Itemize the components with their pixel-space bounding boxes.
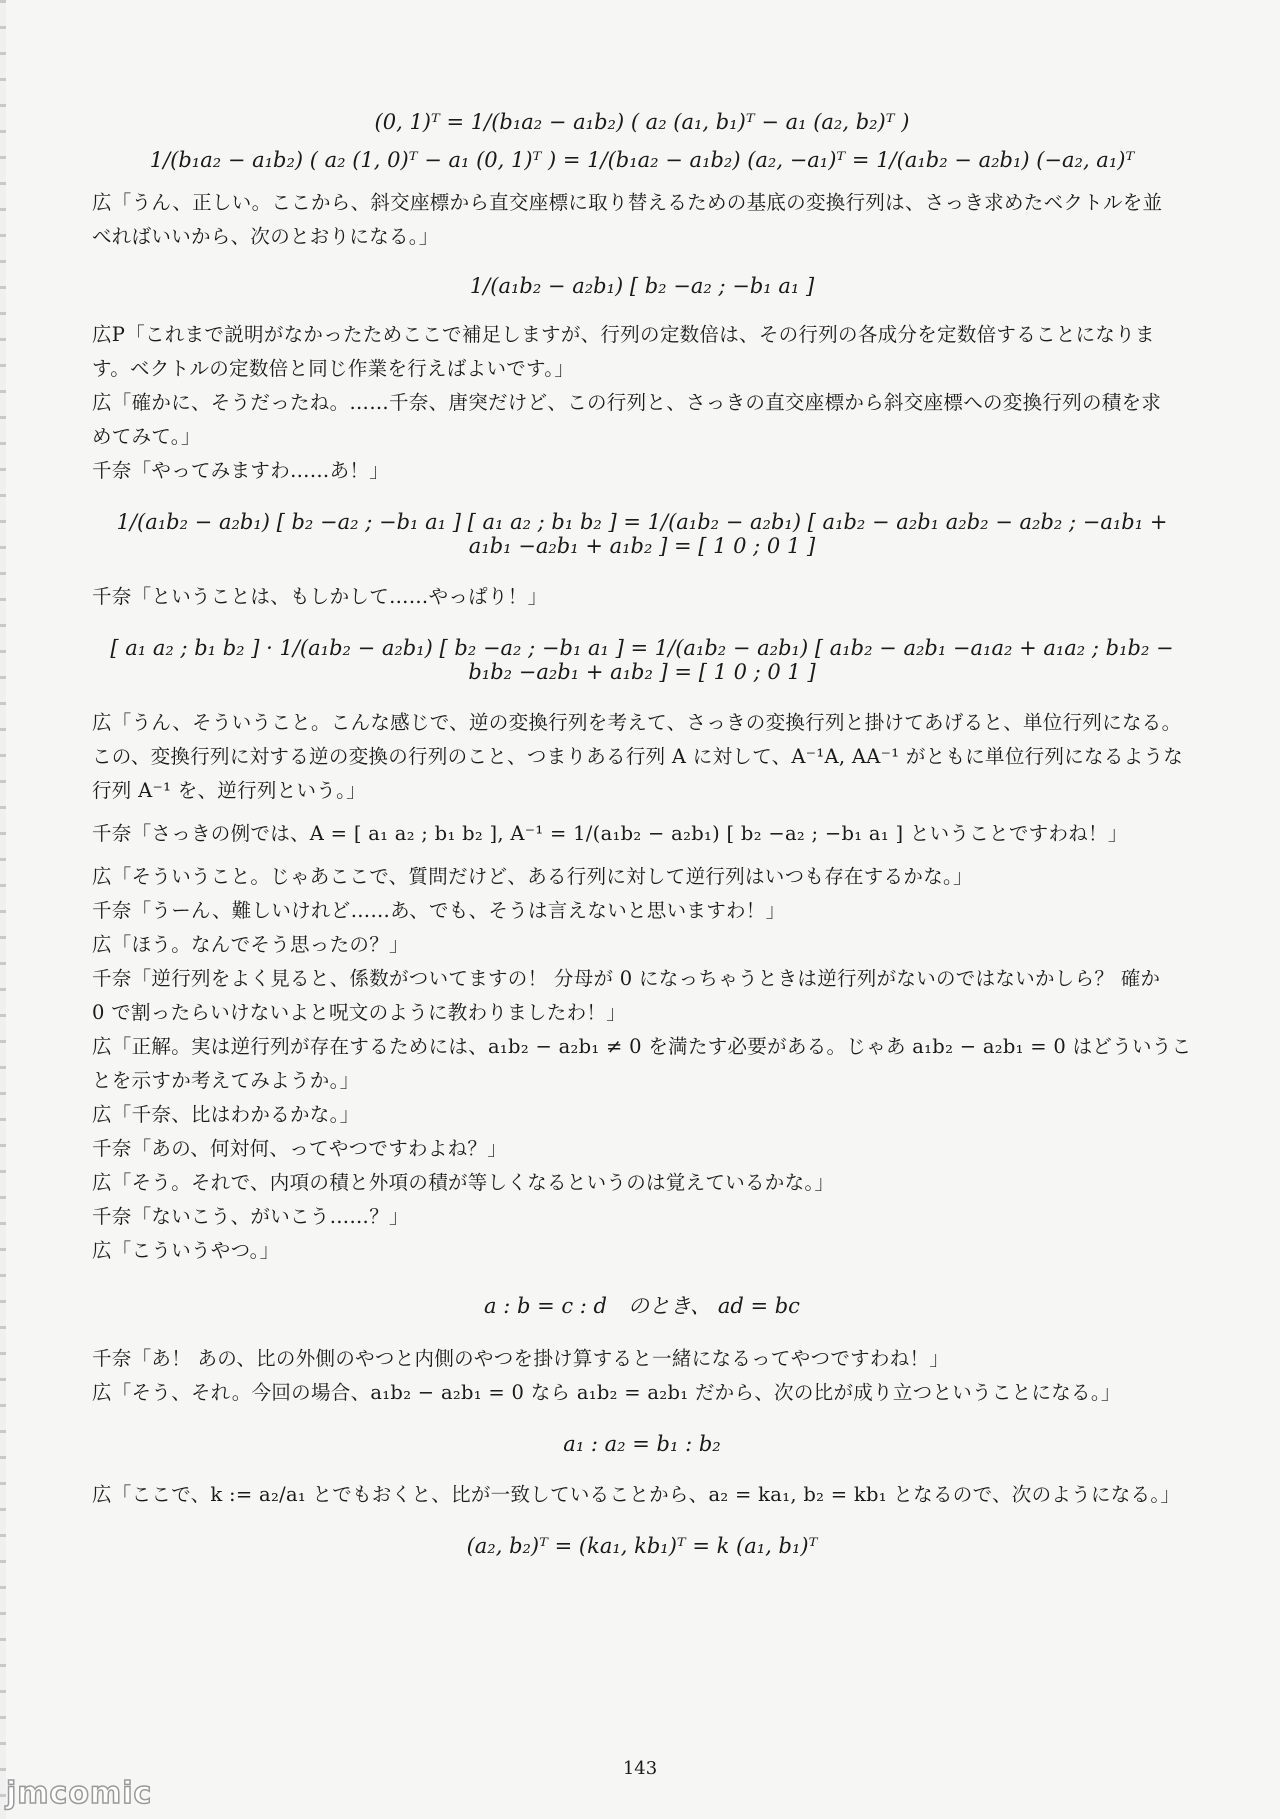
dialogue-line: めてみて。」 (92, 425, 201, 448)
dialogue-line: 行列 A⁻¹ を、逆行列という。」 (92, 779, 366, 802)
dialogue-line: 千奈「逆行列をよく見ると、係数がついてますの！ 分母が 0 になっちゃうときは逆行列がないのではないかしら？ 確か (92, 967, 1161, 990)
equation-5: [ a₁ a₂ ; b₁ b₂ ] · 1/(a₁b₂ − a₂b₁) [ b₂ −a₂ ; −b₁ a₁ ] = 1/(a₁b₂ − a₂b₁) [ a₁b₂ − a₂b₁ −a₁a₂ + a₁a₂ ; b₁b₂ − b₁b₂ −a₂b₁ + a₁b₂ ] = [ 1 0 ; 0 1 ] (110, 636, 1174, 684)
dialogue-line: 広「そう、それ。今回の場合、a₁b₂ − a₂b₁ = 0 なら a₁b₂ = a₂b₁ だから、次の比が成り立つということになる。」 (92, 1381, 1121, 1404)
dialogue-line: この、変換行列に対する逆の変換の行列のこと、つまりある行列 A に対して、A⁻¹A, AA⁻¹ がともに単位行列になるような (92, 745, 1184, 768)
dialogue-line: 千奈「うーん、難しいけれど……あ、でも、そうは言えないと思いますわ！」 (92, 899, 786, 922)
dialogue-line: す。ベクトルの定数倍と同じ作業を行えばよいです。」 (92, 357, 575, 380)
dialogue-line: 広「うん、そういうこと。こんな感じで、逆の変換行列を考えて、さっきの変換行列と掛けてあげると、単位行列になる。 (92, 711, 1182, 734)
equation-8: (a₂, b₂)ᵀ = (ka₁, kb₁)ᵀ = k (a₁, b₁)ᵀ (466, 1534, 818, 1558)
dialogue-line: 千奈「さっきの例では、A = [ a₁ a₂ ; b₁ b₂ ], A⁻¹ = 1/(a₁b₂ − a₂b₁) [ b₂ −a₂ ; −b₁ a₁ ] ということですわね！」 (92, 822, 1128, 845)
dialogue-line: 広「ほう。なんでそう思ったの？」 (92, 933, 409, 956)
dialogue-line: 千奈「あの、何対何、ってやつですわよね？」 (92, 1137, 508, 1160)
dialogue-line: 広「そういうこと。じゃあここで、質問だけど、ある行列に対して逆行列はいつも存在するかな。」 (92, 865, 973, 888)
dialogue-line: 千奈「やってみますわ……あ！」 (92, 459, 389, 482)
page-number: 143 (622, 1758, 658, 1779)
dialogue-line: 千奈「あ！ あの、比の外側のやつと内側のやつを掛け算すると一緒になるってやつですわね！」 (92, 1347, 950, 1370)
dialogue-line: 広P「これまで説明がなかったためここで補足しますが、行列の定数倍は、その行列の各成分を定数倍することになりま (92, 323, 1155, 346)
dialogue-line: 広「千奈、比はわかるかな。」 (92, 1103, 360, 1126)
dialogue-line: 広「正解。実は逆行列が存在するためには、a₁b₂ − a₂b₁ ≠ 0 を満たす必要がある。じゃあ a₁b₂ − a₂b₁ = 0 はどういうこ (92, 1035, 1192, 1058)
page-content (92, 100, 1192, 1572)
equation-7: a₁ : a₂ = b₁ : b₂ (563, 1432, 721, 1456)
watermark-logo: jmcomic (6, 1776, 153, 1811)
dialogue-line: とを示すか考えてみようか。」 (92, 1069, 360, 1092)
equation-6: a : b = c : d のとき、 ad = bc (484, 1294, 800, 1318)
dialogue-line: 広「こういうやつ。」 (92, 1239, 280, 1262)
dialogue-line: 広「そう。それで、内項の積と外項の積が等しくなるというのは覚えているかな。」 (92, 1171, 835, 1194)
equation-4: 1/(a₁b₂ − a₂b₁) [ b₂ −a₂ ; −b₁ a₁ ] [ a₁ a₂ ; b₁ b₂ ] = 1/(a₁b₂ − a₂b₁) [ a₁b₂ − a₂b₁ a₂b₂ − a₂b₂ ; −a₁b₁ + a₁b₁ −a₂b₁ + a₁b₂ ] = [ 1 0 ; 0 1 ] (116, 510, 1168, 558)
dialogue-line: 千奈「ということは、もしかして……やっぱり！」 (92, 585, 548, 608)
equation-2: 1/(b₁a₂ − a₁b₂) ( a₂ (1, 0)ᵀ − a₁ (0, 1)ᵀ ) = 1/(b₁a₂ − a₁b₂) (a₂, −a₁)ᵀ = 1/(a₁b₂ − a₂b₁) (−a₂, a₁)ᵀ (149, 148, 1135, 172)
spiral-binding-edge (0, 0, 6, 1819)
dialogue-line: べればいいから、次のとおりになる。」 (92, 225, 439, 248)
dialogue-line: 広「ここで、k := a₂/a₁ とでもおくと、比が一致していることから、a₂ = ka₁, b₂ = kb₁ となるので、次のようになる。」 (92, 1483, 1181, 1506)
equation-1: (0, 1)ᵀ = 1/(b₁a₂ − a₁b₂) ( a₂ (a₁, b₁)ᵀ − a₁ (a₂, b₂)ᵀ ) (374, 110, 910, 134)
dialogue-line: 広「うん、正しい。ここから、斜交座標から直交座標に取り替えるための基底の変換行列は、さっき求めたベクトルを並 (92, 191, 1163, 214)
equation-3: 1/(a₁b₂ − a₂b₁) [ b₂ −a₂ ; −b₁ a₁ ] (469, 274, 815, 298)
dialogue-line: 0 で割ったらいけないよと呪文のように教わりましたわ！」 (92, 1001, 627, 1024)
dialogue-line: 千奈「ないこう、がいこう……？」 (92, 1205, 409, 1228)
dialogue-line: 広「確かに、そうだったね。……千奈、唐突だけど、この行列と、さっきの直交座標から斜交座標への変換行列の積を求 (92, 391, 1162, 414)
